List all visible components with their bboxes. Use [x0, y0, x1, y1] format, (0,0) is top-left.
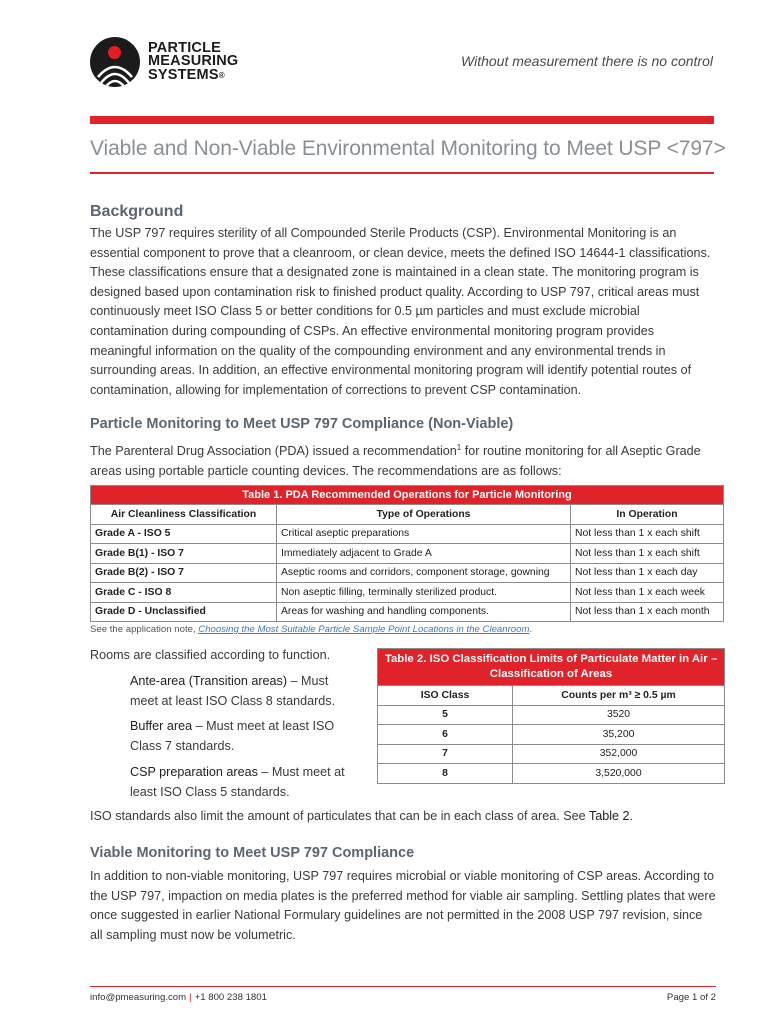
table-cell: Grade B(1) - ISO 7	[91, 544, 277, 564]
table-cell: Not less than 1 x each shift	[571, 524, 724, 544]
room-item-buffer-area: Buffer area – Must meet at least ISO Class 7 standards.	[130, 719, 335, 753]
table-cell: Not less than 1 x each week	[571, 583, 724, 603]
table-cell: Aseptic rooms and corridors, component storage, gowning	[277, 563, 571, 583]
room-item-csp-preparation: CSP preparation areas – Must meet at least ISO Class 5 standards.	[130, 765, 345, 799]
tagline: Without measurement there is no control	[461, 53, 713, 69]
title-divider	[90, 172, 714, 174]
table-cell: Grade D - Unclassified	[91, 602, 277, 622]
header-bar	[90, 116, 714, 124]
table-cell: Critical aseptic preparations	[277, 524, 571, 544]
footer-contact: info@pmeasuring.com | +1 800 238 1801	[90, 992, 267, 1003]
table-cell: Areas for washing and handling components.	[277, 602, 571, 622]
table2-header: Counts per m³ ≥ 0.5 µm	[513, 686, 725, 706]
particle-monitoring-paragraph: The Parenteral Drug Association (PDA) issued a recommendation$^1$ for routine monitoring for all Aseptic Grade areas using portable particle counting devices. The recommendations are as follows:	[90, 443, 701, 478]
iso-standards-paragraph: ISO standards also limit the amount of particulates that can be in each class of area. See Table 2.	[90, 809, 634, 823]
table-row	[378, 744, 725, 764]
table-cell: 8	[378, 764, 513, 784]
table-cell: 352,000	[513, 744, 725, 764]
viable-monitoring-heading: Viable Monitoring to Meet USP 797 Compliance	[90, 845, 415, 861]
table-row	[91, 544, 724, 564]
table-cell: 7	[378, 744, 513, 764]
document-title: Viable and Non-Viable Environmental Monitoring to Meet USP <797>	[90, 137, 726, 160]
table-cell: 3,520,000	[513, 764, 725, 784]
rooms-intro: Rooms are classified according to function.	[90, 648, 331, 662]
page-number: Page 1 of 2	[666, 992, 716, 1003]
logo-wordmark: PARTICLE MEASURING SYSTEMS®	[148, 39, 239, 83]
company-logo	[90, 37, 238, 87]
table-row	[378, 705, 725, 725]
table2-header: ISO Class	[378, 686, 513, 706]
application-note-link[interactable]: Choosing the Most Suitable Particle Sample Point Locations in the Cleanroom	[198, 624, 530, 635]
table-row	[91, 602, 724, 622]
table-cell: Grade A - ISO 5	[91, 524, 277, 544]
particle-monitoring-heading: Particle Monitoring to Meet USP 797 Compliance (Non-Viable)	[90, 416, 514, 432]
table-cell: 6	[378, 725, 513, 745]
table1-caption: Table 1. PDA Recommended Operations for Particle Monitoring	[91, 486, 724, 505]
table2-caption: Table 2. ISO Classification Limits of Particulate Matter in Air – Classification of Areas	[378, 649, 725, 686]
table-cell: Grade C - ISO 8	[91, 583, 277, 603]
footer-divider	[90, 986, 716, 987]
table1-header: In Operation	[571, 505, 724, 525]
table-cell: Grade B(2) - ISO 7	[91, 563, 277, 583]
table-cell: 3520	[513, 705, 725, 725]
table-cell: Not less than 1 x each day	[571, 563, 724, 583]
table-cell: 5	[378, 705, 513, 725]
footer-email[interactable]: info@pmeasuring.com	[90, 992, 187, 1003]
application-note: See the application note, Choosing the Most Suitable Particle Sample Point Locations in the Cleanroom.	[90, 624, 533, 635]
logo-icon	[90, 37, 140, 87]
room-item-ante-area: Ante-area (Transition areas) – Must meet at least ISO Class 8 standards.	[130, 674, 336, 708]
table-row	[91, 583, 724, 603]
footer-phone: +1 800 238 1801	[194, 992, 267, 1003]
table-row	[378, 725, 725, 745]
background-heading: Background	[90, 203, 184, 220]
table-cell: Non aseptic filling, terminally sterilized product.	[277, 583, 571, 603]
table-row	[91, 563, 724, 583]
table1-header: Type of Operations	[277, 505, 571, 525]
table-cell: Immediately adjacent to Grade A	[277, 544, 571, 564]
table-iso-classification	[377, 648, 725, 784]
viable-monitoring-paragraph: In addition to non-viable monitoring, USP 797 requires microbial or viable monitoring of CSP areas. According to the USP 797, impaction on media plates is the preferred method for viable air sampling. Settling plates that were once suggested in earlier National Formulary guidelines are not permitted in the 2008 USP 797 revision, since all sampling must now be volumetric.	[90, 869, 716, 942]
table-cell: Not less than 1 x each shift	[571, 544, 724, 564]
table-pda-operations	[90, 485, 724, 622]
table-row	[91, 524, 724, 544]
table-row	[378, 764, 725, 784]
background-paragraph: The USP 797 requires sterility of all Compounded Sterile Products (CSP). Environmental Monitoring is an essential component to prove that a cleanroom, or clean device, meets the defined ISO 14644-1 classifications. These classifications ensure that a designated zone is maintained in a clean state. The monitoring program is designed based upon contamination risk to finished product quality. According to USP 797, critical areas must continuously meet ISO Class 5 or better conditions for 0.5 µm particles and must exclude microbial contamination during compounding of CSPs. An effective environmental monitoring program provides meaningful information on the quality of the compounding environment and any environmental trends in surrounding areas. In addition, an effective environmental monitoring program will identify potential routes of contamination, allowing for implementation of corrections to prevent CSP contamination.	[90, 226, 711, 397]
table1-header: Air Cleanliness Classification	[91, 505, 277, 525]
table-cell: 35,200	[513, 725, 725, 745]
table-cell: Not less than 1 x each month	[571, 602, 724, 622]
